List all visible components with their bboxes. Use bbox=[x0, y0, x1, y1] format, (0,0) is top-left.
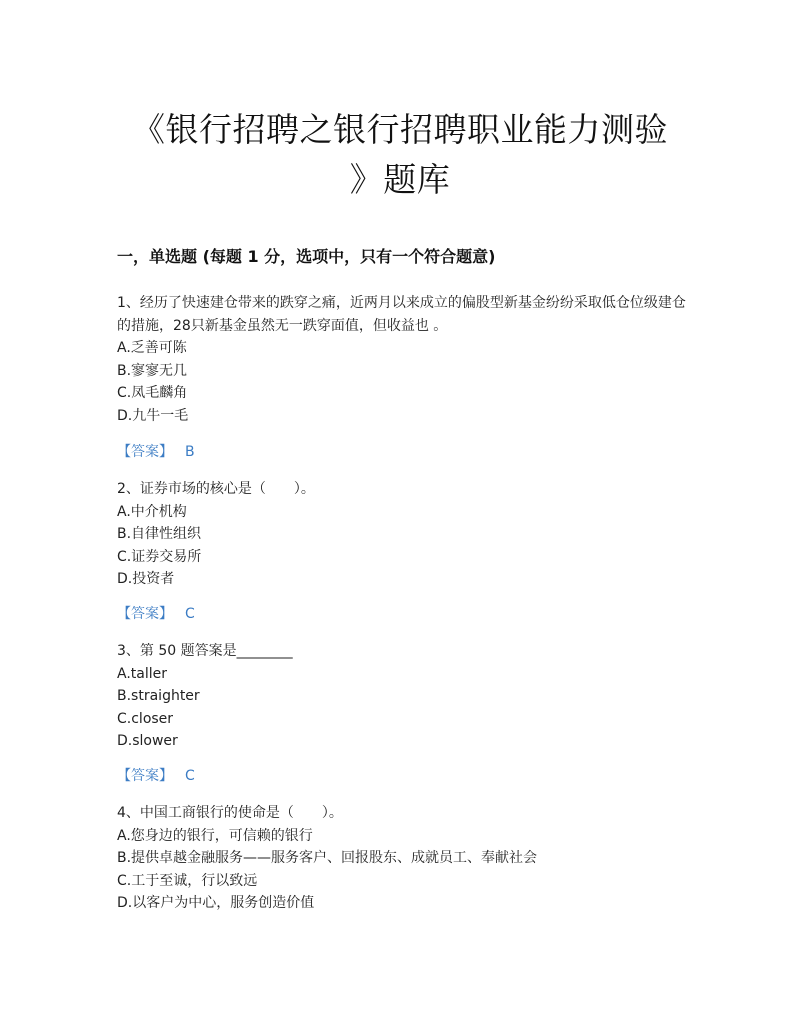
answer-2 bbox=[117, 603, 195, 625]
answer-label: 【答案】 bbox=[117, 444, 173, 460]
question-1 bbox=[117, 292, 687, 427]
option-d: D.投资者 bbox=[117, 571, 175, 587]
answer-3 bbox=[117, 765, 195, 787]
option-c: C.证券交易所 bbox=[117, 548, 202, 565]
question-stem: 3、第 50 题答案是________ bbox=[117, 643, 293, 659]
option-c: C.凤毛麟角 bbox=[117, 385, 188, 401]
question-stem: 1、经历了快速建仓带来的跌穿之痛，近两月以来成立的偏股型新基金纷纷采取低仓位级建仓的措施，28只新基金虽然无一跌穿面值，但收益也 。 bbox=[117, 295, 686, 334]
section-heading: 一，单选题 (每题 1 分，选项中，只有一个符合题意) bbox=[117, 247, 496, 266]
option-c: C.closer bbox=[117, 710, 174, 727]
option-c: C.工于至诚，行以致远 bbox=[117, 872, 258, 889]
option-d: D.九牛一毛 bbox=[117, 407, 189, 424]
answer-1 bbox=[117, 441, 195, 463]
answer-value: C bbox=[185, 768, 195, 784]
option-d: D.以客户为中心，服务创造价值 bbox=[117, 895, 315, 911]
option-b: B.提供卓越金融服务——服务客户、回报股东、成就员工、奉献社会 bbox=[117, 850, 538, 866]
option-b: B.straighter bbox=[117, 688, 200, 704]
option-a: A.乏善可陈 bbox=[117, 340, 187, 356]
question-stem: 4、中国工商银行的使命是（ ）。 bbox=[117, 805, 343, 821]
option-b: B.寥寥无几 bbox=[117, 362, 188, 379]
option-a: A.您身边的银行，可信赖的银行 bbox=[117, 827, 313, 844]
document-title-line-2: 》题库 bbox=[349, 160, 451, 199]
question-3 bbox=[117, 640, 687, 753]
document-title-line-1: 《银行招聘之银行招聘职业能力测验 bbox=[132, 110, 668, 149]
answer-value: C bbox=[185, 606, 195, 622]
question-2 bbox=[117, 478, 687, 591]
answer-label: 【答案】 bbox=[117, 768, 173, 784]
option-d: D.slower bbox=[117, 733, 178, 749]
option-a: A.中介机构 bbox=[117, 503, 187, 520]
answer-label: 【答案】 bbox=[117, 606, 173, 622]
option-a: A.taller bbox=[117, 665, 167, 682]
answer-value: B bbox=[185, 444, 195, 460]
option-b: B.自律性组织 bbox=[117, 526, 202, 542]
question-4 bbox=[117, 802, 687, 915]
question-stem: 2、证券市场的核心是（ ）。 bbox=[117, 481, 315, 497]
